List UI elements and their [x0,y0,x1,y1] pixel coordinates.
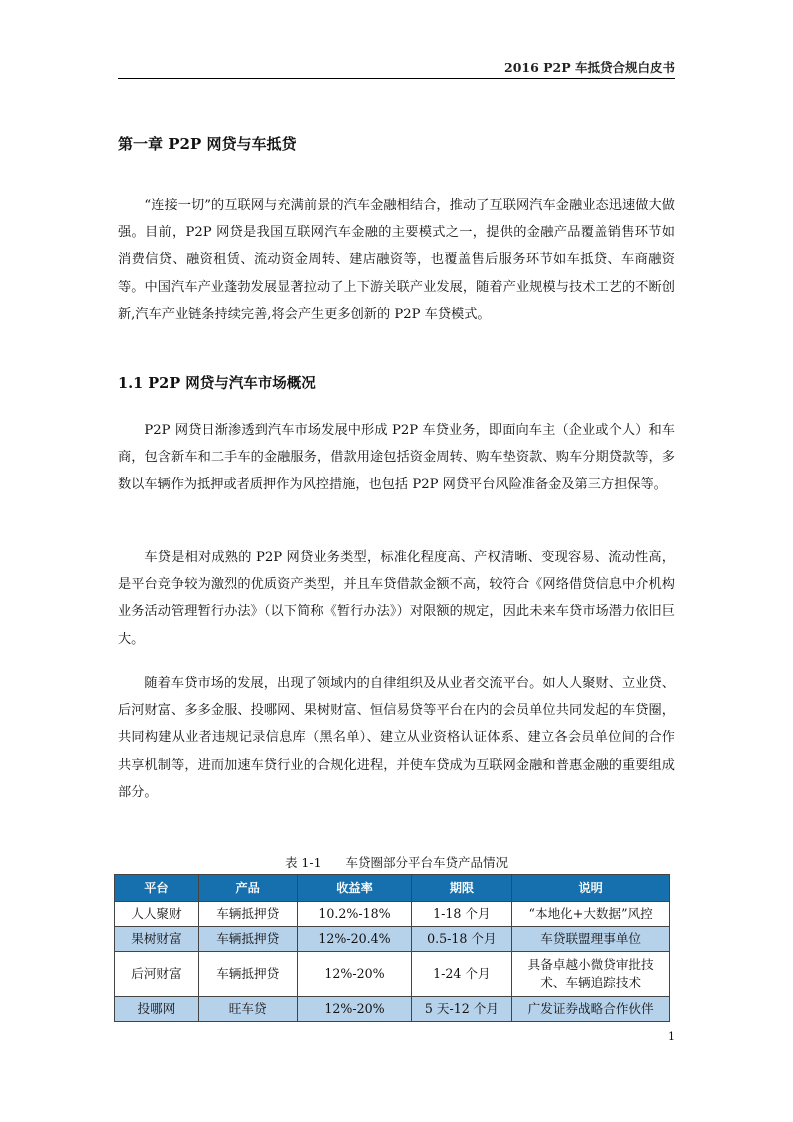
cell-yield: 10.2%-18% [297,902,412,927]
page-number: 1 [668,1030,675,1043]
section-title: 1.1 P2P 网贷与汽车市场概况 [118,375,316,392]
body-paragraph-1: P2P 网贷日渐渗透到汽车市场发展中形成 P2P 车贷业务，即面向车主（企业或个人）和车商，包含新车和二手车的金融服务，借款用途包括资金周转、购车垫资款、购车分期贷款等，多数以车辆作为抵押或者质押作为风控措施，也包括 P2P 网贷平台风险准备金及第三方担保等。 [118,423,675,493]
table-header-row [115,875,670,902]
cell-product: 车辆抵押贷 [198,927,297,952]
cell-platform: 投哪网 [115,997,199,1022]
cell-yield: 12%-20.4% [297,927,412,952]
intro-paragraph: “连接一切”的互联网与充满前景的汽车金融相结合，推动了互联网汽车金融业态迅速做大做强。目前，P2P 网贷是我国互联网汽车金融的主要模式之一，提供的金融产品覆盖销售环节如消费信贷、融资租赁、流动资金周转、建店融资等，也覆盖售后服务环节如车抵贷、车商融资等。中国汽车产业蓬勃发展显著拉动了上下游关联产业发展，随着产业规模与技术工艺的不断创新,汽车产业链条持续完善,将会产生更多创新的 P2P 车贷模式。 [118,198,675,322]
cell-platform: 果树财富 [115,927,199,952]
cell-term: 0.5-18 个月 [412,927,512,952]
cell-term: 1-24 个月 [412,952,512,997]
cell-platform: 人人聚财 [115,902,199,927]
column-header-term: 期限 [412,875,512,902]
chapter-title: 第一章 P2P 网贷与车抵贷 [118,135,297,153]
body-paragraph-3: 随着车贷市场的发展，出现了领域内的自律组织及从业者交流平台。如人人聚财、立业贷、后河财富、多多金服、投哪网、果树财富、恒信易贷等平台在内的会员单位共同发起的车贷圈，共同构建从业者违规记录信息库（黑名单）、建立从业资格认证体系、建立各会员单位间的合作共享机制等，进而加速车贷行业的合规化进程，并使车贷成为互联网金融和普惠金融的重要组成部分。 [118,676,675,800]
cell-product: 车辆抵押贷 [198,902,297,927]
column-header-product: 产品 [198,875,297,902]
cell-notes: 广发证券战略合作伙伴 [512,997,670,1022]
body-paragraph-2: 车贷是相对成熟的 P2P 网贷业务类型，标准化程度高、产权清晰、变现容易、流动性高，是平台竞争较为激烈的优质资产类型，并且车贷借款金额不高，较符合《网络借贷信息中介机构业务活动管理暂行办法》（以下简称《暂行办法》）对限额的规定，因此未来车贷市场潜力依旧巨大。 [118,550,675,647]
header-rule [118,78,675,79]
product-table [114,874,670,1022]
table-row [115,902,670,927]
cell-platform: 后河财富 [115,952,199,997]
cell-yield: 12%-20% [297,952,412,997]
cell-notes: 具备卓越小微贷审批技术、车辆追踪技术 [512,952,670,997]
cell-notes: “本地化+大数据”风控 [512,902,670,927]
table-row [115,997,670,1022]
column-header-yield: 收益率 [297,875,412,902]
table-caption-text: 车贷圈部分平台车贷产品情况 [345,855,509,870]
cell-product: 车辆抵押贷 [198,952,297,997]
table-row [115,952,670,997]
running-header-title: 2016 P2P 车抵贷合规白皮书 [504,60,675,75]
table-row [115,927,670,952]
cell-term: 5 天-12 个月 [412,997,512,1022]
table-caption-number: 表 1-1 [284,855,322,870]
table-caption [0,853,793,871]
cell-notes: 车贷联盟理事单位 [512,927,670,952]
cell-term: 1-18 个月 [412,902,512,927]
cell-product: 旺车贷 [198,997,297,1022]
cell-yield: 12%-20% [297,997,412,1022]
column-header-platform: 平台 [115,875,199,902]
column-header-notes: 说明 [512,875,670,902]
